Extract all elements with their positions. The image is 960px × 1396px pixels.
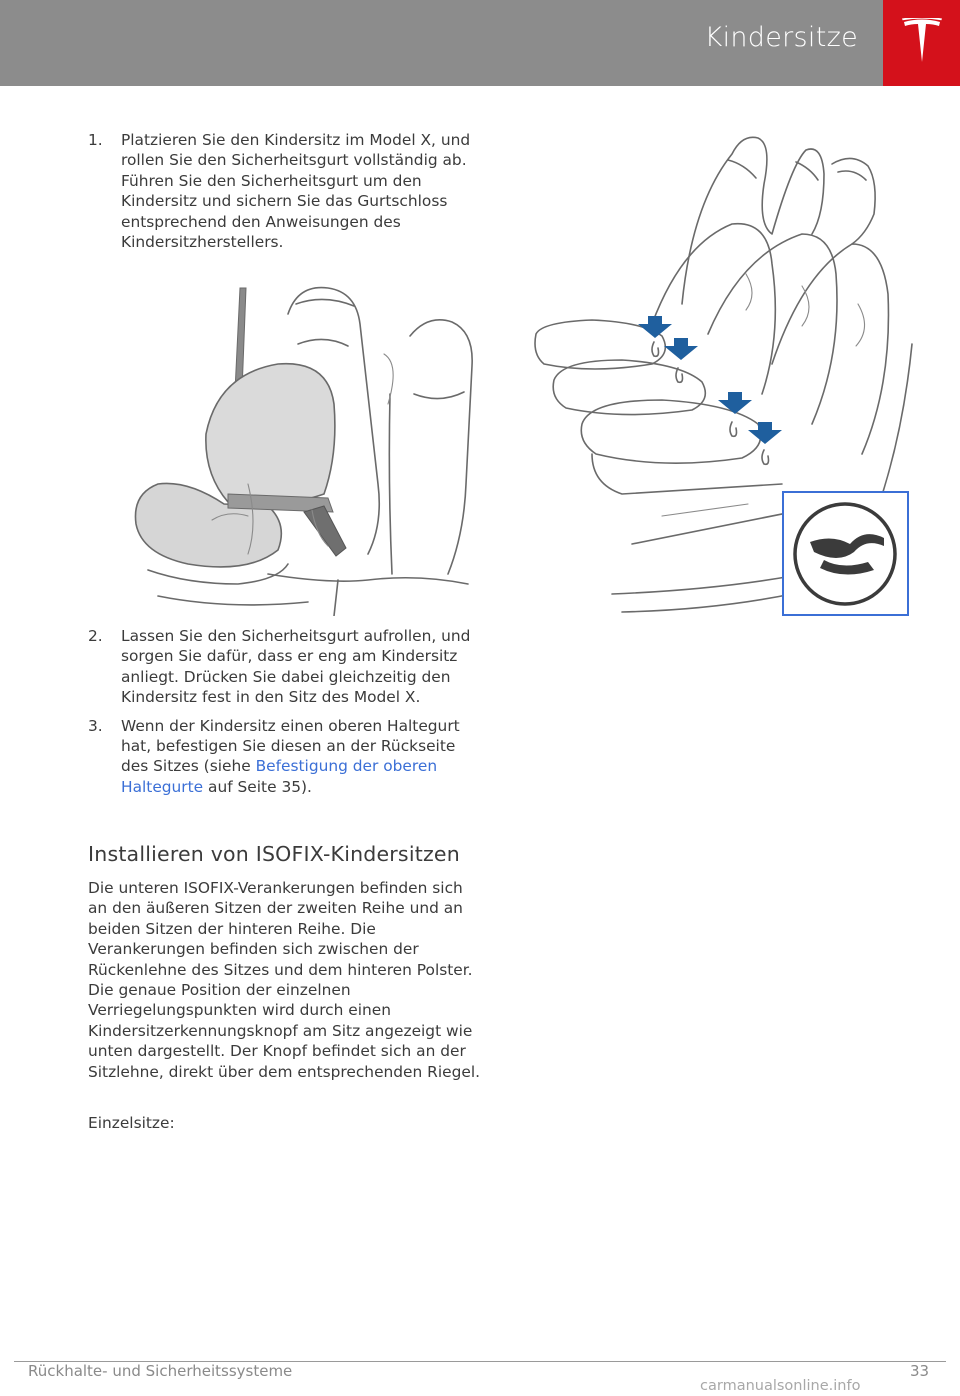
steps-bottom: [88, 626, 483, 805]
section-paragraph: Die unteren ISOFIX-Verankerungen befinden sich an den äußeren Sitzen der zweiten Reihe und an beiden Sitzen der hinteren Reihe. Die Verankerungen befinden sich zwischen der Rückenlehne des Sitzes und dem hinteren Polster. Die genaue Position der einzelnen Verriegelungspunkten wird durch einen Kindersitzerkennungsknopf am Sitz angezeigt wie unten dargestellt. Der Knopf befindet sich an der Sitzlehne, direkt über dem entsprechenden Riegel.: [88, 879, 481, 1081]
footer-section-name: Rückhalte- und Sicherheitssysteme: [28, 1362, 293, 1380]
step-number: 3.: [88, 716, 103, 735]
step-text-before: Wenn der Kindersitz einen oberen Haltegurt hat, befestigen Sie diesen an der Rückseite des Sitzes (siehe: [121, 716, 460, 776]
list-item: [88, 716, 483, 798]
list-item: [88, 130, 483, 252]
section-subheading: Einzelsitze:: [88, 1114, 175, 1132]
step-number: 2.: [88, 627, 103, 645]
cross-reference-link[interactable]: Befestigung der oberen Haltegurte: [121, 757, 438, 796]
tesla-logo-icon: [900, 18, 944, 66]
isofix-anchors-illustration: [532, 124, 916, 620]
step-number: 1.: [88, 131, 103, 149]
step-text: Platzieren Sie den Kindersitz im Model X, und rollen Sie den Sicherheitsgurt vollständig ab. Führen Sie den Sicherheitsgurt um den Kindersitz und sichern Sie das Gurtschloss entsprechend den Anweisungen des Kindersitzherstellers.: [121, 131, 471, 252]
step-text-after: auf Seite 35).: [203, 777, 312, 796]
page-number: 33: [910, 1362, 930, 1380]
step-text: Lassen Sie den Sicherheitsgurt aufrollen, und sorgen Sie dafür, dass er eng am Kindersitz anliegt. Drücken Sie dabei gleichzeitig den Kindersitz fest in den Sitz des Model X.: [121, 627, 471, 707]
watermark: carmanualsonline.info: [700, 1378, 861, 1394]
section-heading: Installieren von ISOFIX-Kindersitzen: [88, 842, 460, 866]
logo-box: [883, 0, 960, 86]
steps-top: [88, 130, 483, 260]
chapter-title: Kindersitze: [704, 22, 858, 53]
page-header: [0, 0, 960, 86]
child-seat-belt-illustration: [128, 284, 480, 616]
list-item: [88, 626, 483, 708]
